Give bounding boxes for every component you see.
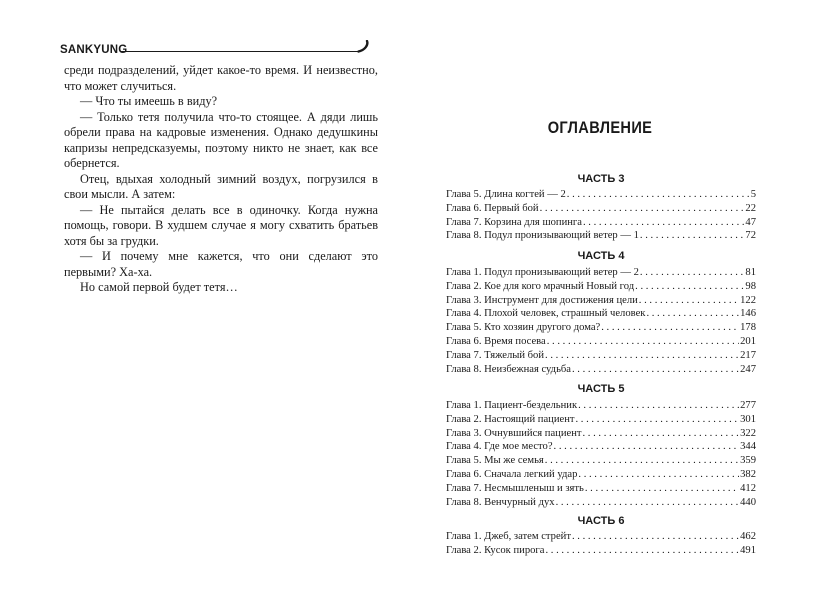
toc-leader [545, 544, 739, 558]
toc-leader [545, 349, 739, 363]
toc-entry-title: Глава 7. Корзина для шопинга [446, 216, 582, 228]
toc-entry-title: Глава 1. Подул пронизывающий ветер — 2 [446, 267, 639, 278]
toc-leader [572, 363, 739, 377]
toc-entry-title: Глава 5. Кто хозяин другого дома? [446, 322, 601, 334]
toc-entry-page: 412 [740, 482, 756, 494]
toc-entry-title: Глава 1. Пациент-бездельник [446, 400, 578, 411]
toc-leader [635, 280, 744, 294]
toc-part-6-list [446, 530, 756, 558]
toc-entry-page: 47 [745, 216, 756, 228]
toc-entry-title: Глава 7. Тяжелый бой [446, 349, 545, 361]
toc-entry[interactable] [446, 427, 756, 441]
toc-entry[interactable] [446, 294, 756, 308]
toc-leader [585, 482, 739, 496]
toc-entry-title: Глава 7. Несмышленыш и зять [446, 482, 584, 494]
running-head: SANKYUNG [60, 44, 128, 56]
paragraph: среди подразделений, уйдет какое-то время. И неизвестно, что может случиться. [64, 63, 378, 93]
toc-leader [540, 202, 745, 216]
toc-entry[interactable] [446, 496, 756, 510]
toc-entry-page: 5 [750, 189, 756, 200]
toc-part-heading: ЧАСТЬ 5 [577, 383, 625, 395]
toc-leader [572, 530, 739, 544]
toc-entry-title: Глава 6. Первый бой [446, 202, 539, 214]
toc-entry[interactable] [446, 335, 756, 349]
toc-entry[interactable] [446, 349, 756, 363]
toc-part-heading: ЧАСТЬ 4 [577, 250, 625, 262]
toc-part-3-list [446, 188, 756, 243]
toc-entry-page: 201 [740, 335, 756, 347]
toc-entry[interactable] [446, 188, 756, 202]
toc-entry-title: Глава 8. Венчурный дух [446, 496, 555, 508]
toc-leader [578, 399, 739, 413]
toc-entry-page: 217 [740, 349, 756, 361]
toc-entry-page: 178 [740, 322, 756, 334]
toc-entry-title: Глава 6. Время посева [446, 335, 546, 347]
toc-entry-page: 247 [740, 363, 756, 375]
toc-entry-page: 81 [745, 267, 756, 278]
toc-entry[interactable] [446, 363, 756, 377]
toc-entry[interactable] [446, 454, 756, 468]
toc-entry[interactable] [446, 307, 756, 321]
toc-entry-page: 344 [740, 441, 756, 453]
toc-entry-title: Глава 1. Джеб, затем стрейт [446, 531, 571, 542]
toc-entry[interactable] [446, 482, 756, 496]
toc-entry-title: Глава 8. Подул пронизывающий ветер — 1 [446, 230, 639, 242]
toc-part-heading: ЧАСТЬ 3 [577, 173, 625, 185]
toc-entry-page: 382 [740, 468, 756, 480]
body-text [64, 63, 378, 296]
toc-part-heading: ЧАСТЬ 6 [577, 515, 625, 527]
running-head-swash-icon [357, 40, 371, 54]
toc-entry-title: Глава 5. Мы же семья [446, 455, 544, 467]
toc-entry-title: Глава 5. Длина когтей — 2 [446, 189, 566, 200]
toc-leader [640, 266, 745, 280]
toc-entry-page: 277 [740, 400, 756, 411]
paragraph: — Только тетя получила что-то стоящее. А дяди лишь обрели права на кадровые изменения. Однако дедушкины капризы непредсказуемы, поэтому никто не знает, как все обернется. [64, 109, 378, 170]
toc-entry-page: 359 [740, 455, 756, 467]
toc-entry-title: Глава 4. Плохой человек, страшный человек [446, 308, 646, 320]
toc-entry[interactable] [446, 216, 756, 230]
toc-entry-title: Глава 4. Где мое место? [446, 441, 553, 453]
toc-entry-title: Глава 2. Кое для кого мрачный Новый год [446, 280, 635, 292]
toc-leader [583, 216, 744, 230]
toc-leader [547, 335, 739, 349]
toc-leader [576, 413, 740, 427]
toc-entry[interactable] [446, 530, 756, 544]
toc-entry-page: 72 [745, 230, 756, 242]
paragraph: Отец, вдыхая холодный зимний воздух, погрузился в свои мысли. А затем: [64, 171, 378, 201]
toc-part-4-list [446, 266, 756, 376]
paragraph: — И почему мне кажется, что они сделают это первыми? Ха-ха. [64, 249, 378, 279]
toc-entry[interactable] [446, 266, 756, 280]
toc-entry-page: 301 [740, 413, 756, 425]
toc-entry-page: 462 [740, 531, 756, 542]
toc-entry[interactable] [446, 544, 756, 558]
toc-leader [646, 307, 739, 321]
toc-entry-page: 98 [745, 280, 756, 292]
toc-entry[interactable] [446, 321, 756, 335]
running-head-rule [121, 51, 360, 52]
toc-entry-title: Глава 2. Кусок пирога [446, 544, 545, 556]
toc-entry[interactable] [446, 468, 756, 482]
toc-entry[interactable] [446, 229, 756, 243]
toc-leader [578, 468, 739, 482]
toc-entry-title: Глава 3. Очнувшийся пациент [446, 427, 582, 439]
toc-entry-page: 22 [745, 202, 756, 214]
toc-leader [583, 427, 740, 441]
toc-entry-page: 491 [740, 544, 756, 556]
paragraph: — Что ты имеешь в виду? [80, 94, 218, 108]
toc-leader [567, 188, 750, 202]
paragraph: — Не пытайся делать все в одиночку. Когда нужна помощь, говори. В худшем случае я могу схватить братьев хотя бы за грудки. [64, 202, 378, 248]
toc-leader [554, 440, 740, 454]
toc-entry-page: 122 [740, 294, 756, 306]
toc-leader [601, 321, 739, 335]
paragraph: Но самой первой будет тетя… [80, 280, 238, 294]
toc-entry[interactable] [446, 280, 756, 294]
toc-entry-title: Глава 6. Сначала легкий удар [446, 468, 578, 480]
toc-entry[interactable] [446, 440, 756, 454]
toc-entry[interactable] [446, 399, 756, 413]
toc-leader [640, 229, 745, 243]
toc-entry-title: Глава 3. Инструмент для достижения цели [446, 294, 638, 306]
toc-part-5-list [446, 399, 756, 509]
toc-leader [639, 294, 739, 308]
toc-leader [556, 496, 740, 510]
toc-leader [545, 454, 739, 468]
toc-entry-page: 440 [740, 496, 756, 508]
toc-entry-page: 322 [740, 427, 756, 439]
toc-entry-page: 146 [740, 308, 756, 320]
toc-entry-title: Глава 8. Неизбежная судьба [446, 363, 571, 375]
toc-entry[interactable] [446, 202, 756, 216]
toc-title: ОГЛАВЛЕНИЕ [547, 118, 653, 137]
toc-entry[interactable] [446, 413, 756, 427]
toc-entry-title: Глава 2. Настоящий пациент [446, 413, 575, 425]
